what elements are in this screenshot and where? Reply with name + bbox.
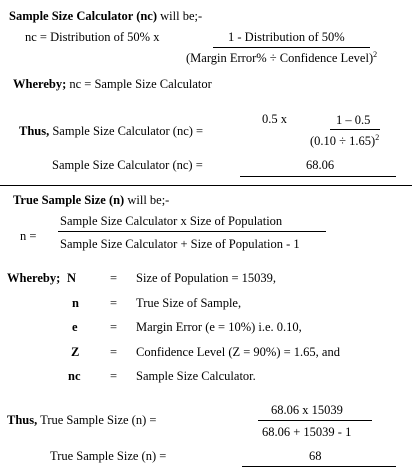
section1-heading-bold: Sample Size Calculator (nc): [9, 9, 158, 23]
def-equals-N: =: [110, 271, 118, 285]
nc-thus-numerator: 1 – 0.5: [336, 113, 371, 127]
nc-thus-coefficient: 0.5 x: [262, 112, 287, 126]
def-symbol-n: n: [72, 296, 79, 310]
def-symbol-e: e: [72, 320, 78, 334]
n-thus-denominator: 68.06 + 15039 - 1: [262, 425, 352, 439]
nc-formula-lhs: nc = Distribution of 50% x: [25, 30, 160, 44]
nc-result-value: 68.06: [306, 158, 335, 172]
n-thus-numerator: 68.06 x 15039: [271, 403, 343, 417]
n-thus-line: Thus, True Sample Size (n) =: [7, 413, 157, 427]
def-equals-Z: =: [110, 345, 118, 359]
section2-heading: True Sample Size (n) will be;-: [13, 193, 170, 207]
def-equals-nc: =: [110, 369, 118, 383]
nc-result-label: Sample Size Calculator (nc) =: [52, 158, 203, 172]
n-formula-fraction-bar: [58, 231, 326, 232]
n-thus-fraction-bar: [258, 420, 372, 421]
nc-formula-numerator: 1 - Distribution of 50%: [228, 30, 345, 44]
nc-thus-line: Thus, Sample Size Calculator (nc) =: [19, 124, 204, 138]
nc-formula-denominator: (Margin Error% ÷ Confidence Level)$^2$: [186, 50, 378, 65]
def-text-nc: Sample Size Calculator.: [136, 369, 256, 383]
nc-thus-fraction-bar: [330, 129, 380, 130]
n-result-value: 68: [309, 449, 322, 463]
section1-heading: [9, 9, 202, 24]
nc-whereby-line: Whereby; nc = Sample Size Calculator: [13, 77, 212, 91]
def-text-N: Size of Population = 15039,: [136, 271, 277, 285]
section1-heading-rest: will be;-: [157, 9, 203, 23]
n-formula-lhs: n =: [20, 229, 37, 243]
nc-result-underline: [240, 176, 396, 177]
nc-thus-denominator: $(0.10 \div 1.65)^2$: [310, 133, 380, 148]
n-result-underline: [242, 466, 396, 467]
def-text-n: True Size of Sample,: [136, 296, 242, 310]
n-formula-numerator: Sample Size Calculator x Size of Population: [60, 214, 283, 228]
def-symbol-Z: Z: [71, 345, 80, 359]
nc-thus-denominator-exponent: 2: [375, 133, 380, 142]
def-text-e: Margin Error (e = 10%) i.e. 0.10,: [136, 320, 302, 334]
def-symbol-N: N: [67, 271, 77, 285]
def-text-Z: Confidence Level (Z = 90%) = 1.65, and: [136, 345, 340, 359]
def-equals-n: =: [110, 296, 118, 310]
def-symbol-nc: nc: [68, 369, 81, 383]
nc-formula-denominator-exponent: 2: [373, 50, 378, 59]
n-result-label: True Sample Size (n) =: [50, 449, 167, 463]
n-formula-denominator: Sample Size Calculator + Size of Population - 1: [60, 237, 300, 251]
section-divider: [0, 185, 412, 186]
def-equals-e: =: [110, 320, 118, 334]
nc-formula-fraction-bar: [213, 47, 370, 48]
whereby-label: Whereby;: [7, 271, 61, 285]
